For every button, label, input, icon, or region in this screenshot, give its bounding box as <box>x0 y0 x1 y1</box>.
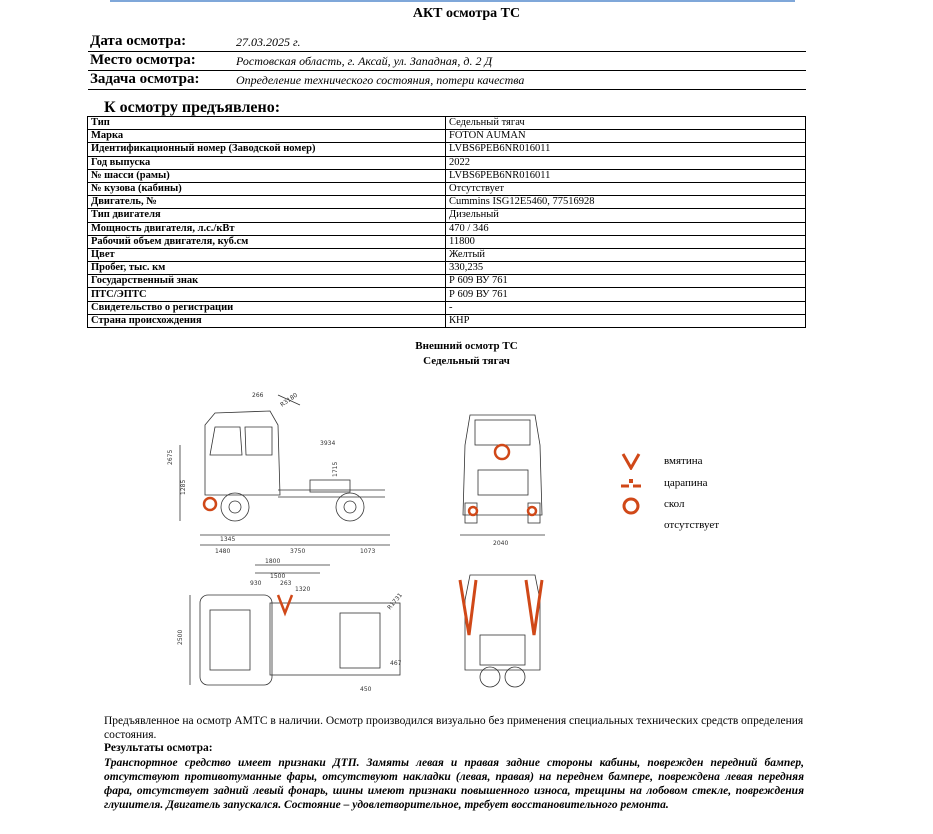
dim-1320: 1320 <box>295 586 311 593</box>
table-row <box>88 117 806 130</box>
dim-1345: 1345 <box>220 536 236 543</box>
dim-1285: 1285 <box>180 479 187 495</box>
dim-2500: 2500 <box>177 629 184 645</box>
spec-value: Дизельный <box>446 209 806 222</box>
inspection-date-value: 27.03.2025 г. <box>236 35 301 49</box>
top-view <box>177 558 404 693</box>
spec-value: LVBS6PEB6NR016011 <box>446 143 806 156</box>
spec-value: - <box>446 301 806 314</box>
dim-2040: 2040 <box>493 540 509 547</box>
inspection-place-label: Место осмотра: <box>90 52 196 68</box>
inspection-place-value: Ростовская область, г. Аксай, ул. Западная, д. 2 Д <box>236 54 493 68</box>
spec-value: Р 609 ВУ 761 <box>446 275 806 288</box>
dim-263: 263 <box>280 580 292 587</box>
external-inspection-subtitle: Седельный тягач <box>423 355 510 367</box>
table-row <box>88 196 806 209</box>
table-row <box>88 209 806 222</box>
dent-mark-rear-right <box>526 580 542 635</box>
vehicle-spec-table <box>87 116 806 328</box>
spec-key: Рабочий объем двигателя, куб.см <box>88 235 446 248</box>
legend-missing-label: отсутствует <box>664 519 720 531</box>
dim-r1731: R1731 <box>386 591 405 612</box>
spec-key: Страна происхождения <box>88 314 446 327</box>
dim-3750: 3750 <box>290 548 306 555</box>
spec-value: Желтый <box>446 248 806 261</box>
spec-value: Седельный тягач <box>446 117 806 130</box>
dim-r3180: R3180 <box>279 391 300 409</box>
spec-key: Марка <box>88 130 446 143</box>
legend-scratch-symbol <box>620 478 642 490</box>
dim-2675: 2675 <box>167 449 174 465</box>
external-inspection-title: Внешний осмотр ТС <box>415 340 518 352</box>
spec-value: 470 / 346 <box>446 222 806 235</box>
document-title: АКТ осмотра ТС <box>412 6 521 21</box>
table-row <box>88 156 806 169</box>
chip-mark-bumper <box>204 498 216 510</box>
presented-section-title: К осмотру предъявлено: <box>104 99 281 116</box>
results-paragraph: Транспортное средство имеет признаки ДТП. Замяты левая и правая задние стороны кабины, поврежден передний бампер, отсутствуют противотуманные фары, отсутствуют накладки (левая, правая) на переднем бампере, повреждена левая передняя фара, отсутствует задний левый фонарь, шины имеют признаки повышенного износа, трещины на лобовом стекле, повреждения глушителя. Двигатель запускался. Состояние – удовлетворительное, требует восстановительного ремонта. <box>104 757 804 811</box>
spec-key: № шасси (рамы) <box>88 169 446 182</box>
inspection-place-row <box>88 52 806 71</box>
spec-value: Cummins ISG12E5460, 77516928 <box>446 196 806 209</box>
legend-chip-symbol <box>620 496 642 516</box>
table-row <box>88 275 806 288</box>
table-row <box>88 169 806 182</box>
spec-key: Свидетельство о регистрации <box>88 301 446 314</box>
dent-mark-rear-left <box>460 580 476 635</box>
table-row <box>88 248 806 261</box>
spec-value: LVBS6PEB6NR016011 <box>446 169 806 182</box>
inspection-task-label: Задача осмотра: <box>90 71 200 87</box>
inspection-task-value: Определение технического состояния, потери качества <box>236 73 525 87</box>
dim-266: 266 <box>252 392 264 399</box>
dim-1480: 1480 <box>215 548 231 555</box>
inspection-date-row <box>88 33 806 52</box>
table-row <box>88 130 806 143</box>
table-row <box>88 288 806 301</box>
spec-key: ПТС/ЭПТС <box>88 288 446 301</box>
dim-450: 450 <box>360 686 372 693</box>
chip-mark-headlight-left <box>469 507 477 515</box>
spec-value: 2022 <box>446 156 806 169</box>
spec-key: Государственный знак <box>88 275 446 288</box>
table-row <box>88 314 806 327</box>
spec-key: Пробег, тыс. км <box>88 262 446 275</box>
dim-930: 930 <box>250 580 262 587</box>
dim-1800: 1800 <box>265 558 281 565</box>
spec-value: FOTON AUMAN <box>446 130 806 143</box>
spec-value: 330,235 <box>446 262 806 275</box>
spec-value: Р 609 ВУ 761 <box>446 288 806 301</box>
legend-dent-label: вмятина <box>664 455 703 467</box>
dent-mark-top <box>278 595 292 613</box>
results-title: Результаты осмотра: <box>104 742 213 754</box>
spec-key: Тип двигателя <box>88 209 446 222</box>
inspection-task-row <box>88 71 806 90</box>
chip-mark-headlight-right <box>528 507 536 515</box>
spec-value: 11800 <box>446 235 806 248</box>
spec-key: Год выпуска <box>88 156 446 169</box>
dim-1715: 1715 <box>332 461 339 477</box>
table-row <box>88 222 806 235</box>
legend-dent-symbol <box>620 452 642 470</box>
spec-value: КНР <box>446 314 806 327</box>
inspection-date-label: Дата осмотра: <box>90 33 187 49</box>
spec-key: № кузова (кабины) <box>88 182 446 195</box>
table-row <box>88 235 806 248</box>
chip-mark-windshield <box>495 445 509 459</box>
dim-1500: 1500 <box>270 573 286 580</box>
spec-value: Отсутствует <box>446 182 806 195</box>
front-view <box>460 415 545 547</box>
spec-key: Цвет <box>88 248 446 261</box>
rear-view <box>460 575 542 687</box>
truck-diagram <box>160 385 600 705</box>
spec-key: Тип <box>88 117 446 130</box>
dim-3934: 3934 <box>320 440 336 447</box>
top-rule <box>110 0 795 2</box>
table-row <box>88 301 806 314</box>
presented-paragraph: Предъявленное на осмотр АМТС в наличии. Осмотр производился визуально без применения специальных технических средств определения состояния. <box>104 715 804 741</box>
dim-467: 467 <box>390 660 402 667</box>
side-view <box>167 392 390 555</box>
spec-key: Идентификационный номер (Заводской номер) <box>88 143 446 156</box>
spec-key: Мощность двигателя, л.с./кВт <box>88 222 446 235</box>
table-row <box>88 143 806 156</box>
table-row <box>88 182 806 195</box>
dim-1073: 1073 <box>360 548 376 555</box>
spec-key: Двигатель, № <box>88 196 446 209</box>
table-row <box>88 262 806 275</box>
legend-chip-label: скол <box>664 498 685 510</box>
legend-scratch-label: царапина <box>664 477 708 489</box>
